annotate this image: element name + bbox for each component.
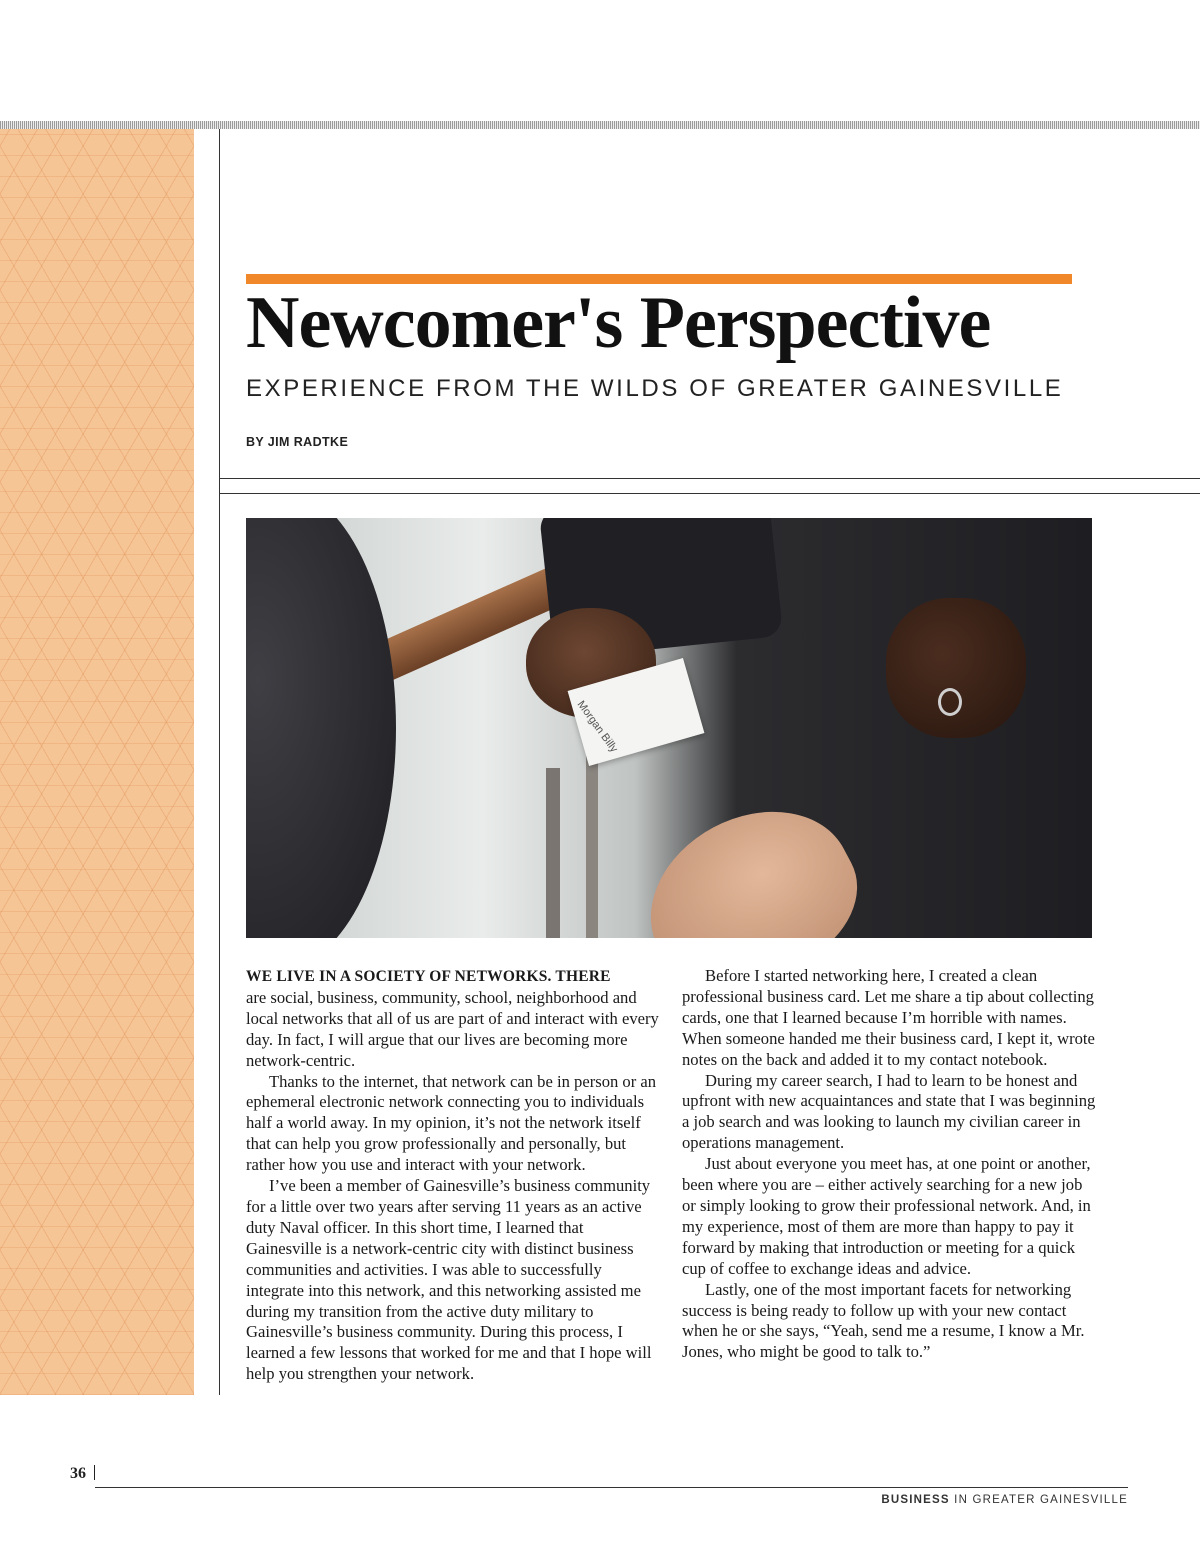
photo-post xyxy=(586,748,598,938)
publication-footer xyxy=(881,1494,1128,1506)
paragraph: Just about everyone you meet has, at one point or another, been where you are – either actively searching for a new job or simply looking to grow their professional network. And, in my experience, most of them are more than happy to pay it forward by making that introduction or meeting for a quick cup of coffee to exchange ideas and advice. xyxy=(682,1154,1091,1278)
photo-post xyxy=(546,768,560,938)
article-subtitle: EXPERIENCE FROM THE WILDS OF GREATER GAINESVILLE xyxy=(246,375,1064,402)
page-number: 36 xyxy=(70,1465,86,1482)
photo-ring xyxy=(938,688,962,716)
photo-clasped-hands xyxy=(886,598,1026,738)
paragraph: Thanks to the internet, that network can be in person or an ephemeral electronic network connecting you to individuals half a world away. In my opinion, it’s not the network itself that can help you grow professionally and personally, but rather how you use and interact with your network. xyxy=(246,1071,657,1175)
top-pattern-strip xyxy=(0,121,1200,129)
article-title: Newcomer's Perspective xyxy=(246,282,991,364)
paragraph xyxy=(246,966,662,1072)
horizontal-rule-top xyxy=(219,478,1200,479)
lead-in: WE LIVE IN A SOCIETY OF NETWORKS. THERE xyxy=(246,968,611,985)
body-column-left xyxy=(246,966,662,1385)
horizontal-rule-bottom xyxy=(219,493,1200,494)
page-number-tick xyxy=(94,1465,95,1480)
footer-rule xyxy=(95,1487,1128,1488)
byline: BY JIM RADTKE xyxy=(246,435,349,449)
paragraph-text: are social, business, community, school, neighborhood and local networks that all of us are part of and interact with every day. In fact, I will argue that our lives are becoming more network-centric. xyxy=(246,987,659,1070)
orange-pattern-sidebar xyxy=(0,129,194,1395)
paragraph: During my career search, I had to learn to be honest and upfront with new acquaintances and state that I was beginning a job search and was looking to launch my civilian career in operations management. xyxy=(682,1070,1096,1153)
photo-shoulder xyxy=(246,518,396,938)
paragraph: Lastly, one of the most important facets for networking success is being ready to follow up with your new contact when he or she says, “Yeah, send me a resume, I know a Mr. Jones, who might be good to talk to.” xyxy=(682,1279,1085,1362)
body-column-right xyxy=(682,966,1098,1363)
business-card-photo xyxy=(246,518,1092,938)
paragraph: I’ve been a member of Gainesville’s business community for a little over two years after serving 11 years as an active duty Naval officer. In this short time, I learned that Gainesville is a network-centric city with distinct business communities and activities. I was able to successfully integrate into this network, and this networking assisted me during my transition from the active duty military to Gainesville’s business community. During this process, I learned a few lessons that worked for me and that I hope will help you strengthen your network. xyxy=(246,1176,652,1384)
photo-receiving-hand xyxy=(621,778,882,938)
vertical-rule xyxy=(219,129,220,1395)
publication-name-bold: BUSINESS xyxy=(881,1494,950,1506)
paragraph: Before I started networking here, I created a clean professional business card. Let me share a tip about collecting cards, one that I learned because I’m horrible with names. When someone handed me their business card, I kept it, wrote notes on the back and added it to my contact notebook. xyxy=(682,966,1095,1069)
publication-name-rest: IN GREATER GAINESVILLE xyxy=(949,1494,1128,1506)
card-name: Morgan Billy xyxy=(574,698,620,755)
